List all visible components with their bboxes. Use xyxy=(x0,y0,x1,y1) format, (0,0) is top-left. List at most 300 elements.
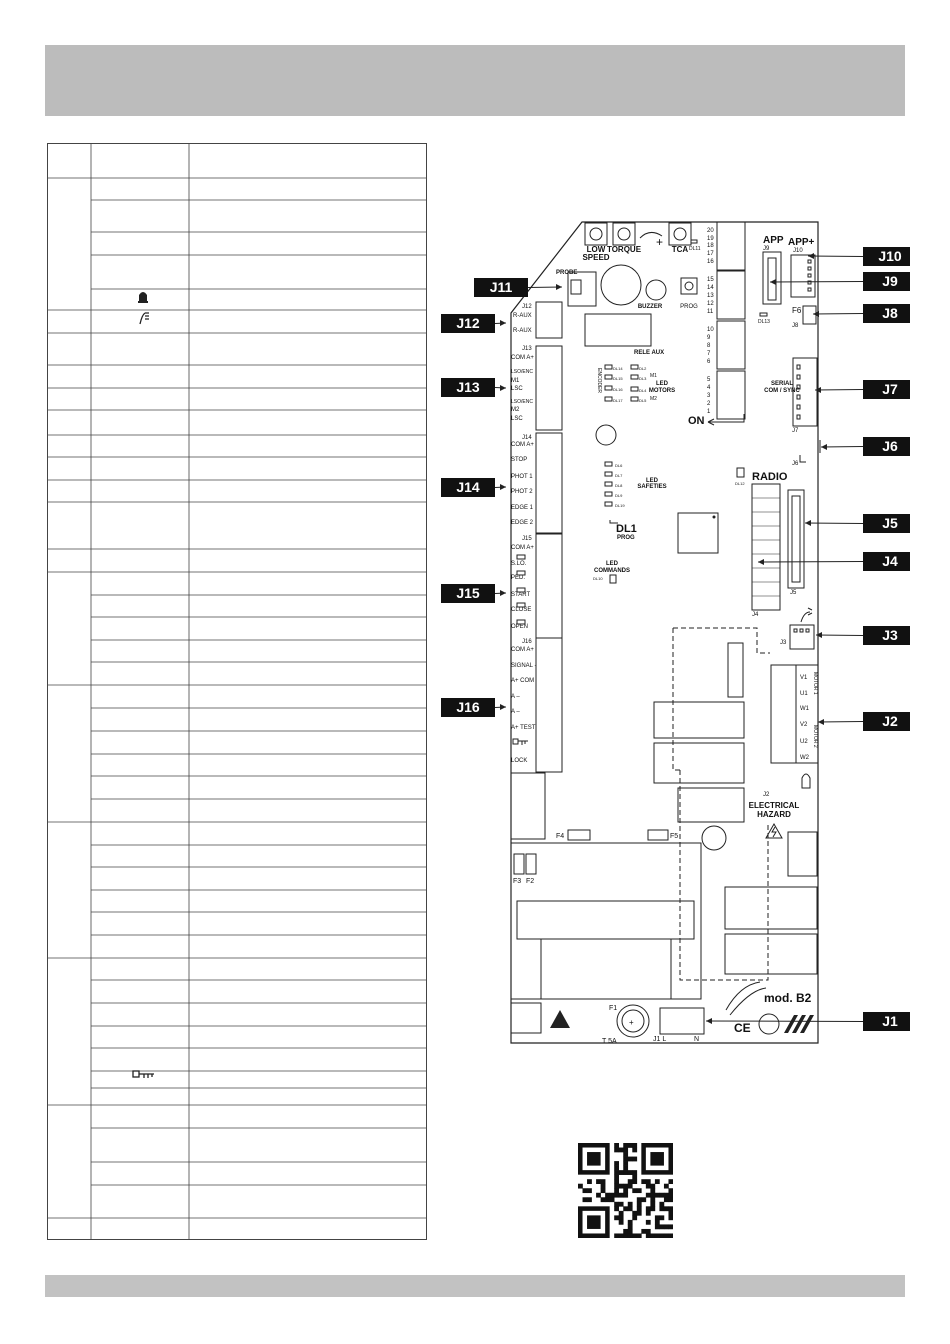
board-label: DL8 xyxy=(615,483,623,488)
j16-connector xyxy=(536,638,562,772)
terminal-block xyxy=(717,271,745,319)
qr-module xyxy=(623,1184,628,1189)
qr-module xyxy=(623,1148,628,1153)
terminal-number: 7 xyxy=(707,351,711,357)
qr-module xyxy=(646,1211,651,1216)
qr-module xyxy=(628,1157,633,1162)
qr-module xyxy=(646,1229,651,1234)
qr-code-icon[interactable] xyxy=(578,1143,673,1238)
qr-finder xyxy=(587,1152,601,1166)
j5-slot xyxy=(792,496,800,582)
qr-module xyxy=(659,1202,664,1207)
prog-knob xyxy=(685,282,693,290)
qr-module xyxy=(623,1152,628,1157)
j6-corner xyxy=(800,455,806,462)
board-label: DL14 xyxy=(613,366,623,371)
board-label: DL16 xyxy=(613,387,623,392)
tag-leader xyxy=(770,282,863,283)
qr-module xyxy=(655,1215,660,1220)
qr-module xyxy=(614,1215,619,1220)
qr-module xyxy=(614,1202,619,1207)
qr-module xyxy=(628,1170,633,1175)
relay xyxy=(725,934,817,974)
led-dl10 xyxy=(610,575,616,583)
qr-module xyxy=(659,1233,664,1238)
led-dl5 xyxy=(631,397,638,401)
qr-module xyxy=(659,1193,664,1198)
qr-module xyxy=(655,1224,660,1229)
board-label: DL17 xyxy=(613,398,623,403)
board-label: PED. xyxy=(511,575,526,581)
qr-module xyxy=(619,1184,624,1189)
qr-module xyxy=(637,1202,642,1207)
terminal-number: 19 xyxy=(707,236,714,242)
board-label: DL11 xyxy=(689,246,701,252)
j3-pin xyxy=(794,629,797,632)
tag-j11 xyxy=(474,278,562,297)
board-label: F5 xyxy=(670,833,679,840)
board-label: DL5 xyxy=(639,398,647,403)
qr-module xyxy=(659,1206,664,1211)
qr-module xyxy=(619,1193,624,1198)
board-label: RADIO xyxy=(752,471,788,483)
qr-module xyxy=(628,1179,633,1184)
qr-module xyxy=(641,1229,646,1234)
board-label: MOTOR 2 xyxy=(812,725,818,748)
j11-connector xyxy=(568,272,596,306)
f4-fuse xyxy=(568,830,590,840)
terminal-number: 4 xyxy=(707,385,711,391)
j13-connector xyxy=(536,346,562,430)
qr-module xyxy=(650,1193,655,1198)
tag-leader xyxy=(816,635,863,636)
board-label: RELE AUX xyxy=(634,350,665,356)
j7-pin xyxy=(797,405,800,409)
qr-module xyxy=(664,1233,669,1238)
terminal-table xyxy=(47,143,427,1240)
brand-logo xyxy=(784,1015,814,1033)
qr-module xyxy=(646,1233,651,1238)
j11-pin xyxy=(571,280,581,294)
qr-module xyxy=(601,1188,606,1193)
board-label: J9 xyxy=(763,246,770,252)
board-label: F1 xyxy=(609,1005,618,1012)
f2-fuse xyxy=(526,854,536,874)
tag-j2 xyxy=(818,712,910,731)
trimmer-button xyxy=(669,223,691,245)
qr-module xyxy=(619,1215,624,1220)
qr-module xyxy=(614,1233,619,1238)
trimmer-button xyxy=(585,223,607,245)
j5-connector xyxy=(788,490,804,588)
tag-label: J6 xyxy=(882,438,898,454)
qr-module xyxy=(583,1188,588,1193)
qr-module xyxy=(610,1197,615,1202)
qr-module xyxy=(637,1188,642,1193)
qr-module xyxy=(614,1206,619,1211)
board-label: CLOSE xyxy=(511,607,532,613)
board-label: R-AUX xyxy=(513,313,532,319)
board-label: M2 xyxy=(511,407,520,413)
qr-module xyxy=(614,1188,619,1193)
terminal-block xyxy=(717,222,745,270)
board-label: J2 xyxy=(763,792,770,798)
j12-connector xyxy=(536,302,562,338)
qr-module xyxy=(623,1143,628,1148)
tag-arrow xyxy=(500,484,506,490)
board-label: R-AUX xyxy=(513,328,532,334)
led-dl12 xyxy=(737,468,744,477)
board-label: APP xyxy=(763,235,784,246)
qr-module xyxy=(628,1233,633,1238)
qr-module xyxy=(655,1233,660,1238)
qr-module xyxy=(614,1148,619,1153)
qr-module xyxy=(628,1206,633,1211)
board-label: V1 xyxy=(800,675,808,681)
board-label: F4 xyxy=(556,833,565,840)
qr-module xyxy=(668,1197,673,1202)
tag-label: J2 xyxy=(882,713,898,729)
qr-finder xyxy=(650,1152,664,1166)
key-icon-shaft xyxy=(518,741,528,745)
qr-module xyxy=(583,1197,588,1202)
board-label: DL10 xyxy=(593,576,603,581)
terminal-number: 8 xyxy=(707,343,711,349)
led-dl9 xyxy=(605,492,612,496)
qr-module xyxy=(641,1197,646,1202)
board-label: DL7 xyxy=(615,473,623,478)
board-label: PROG xyxy=(680,304,698,310)
qr-module xyxy=(614,1166,619,1171)
board-label: F2 xyxy=(526,878,535,885)
tag-j7 xyxy=(815,380,910,399)
j3-pin xyxy=(806,629,809,632)
led-dl16 xyxy=(605,386,612,390)
qr-module xyxy=(628,1224,633,1229)
board-label: STOP xyxy=(511,457,528,463)
transformer-coil xyxy=(541,939,671,999)
tag-j10 xyxy=(808,247,910,266)
qr-module xyxy=(637,1233,642,1238)
board-label: DL2 xyxy=(639,366,647,371)
led-dl8 xyxy=(605,482,612,486)
board-label: COM A+ xyxy=(511,355,534,361)
board-label: J5 xyxy=(790,590,797,596)
terminal-number: 12 xyxy=(707,301,714,307)
qr-module xyxy=(628,1184,633,1189)
tag-arrow xyxy=(821,444,827,450)
prog-button xyxy=(681,278,697,294)
board-label: LSO/ENC xyxy=(511,369,533,375)
cable-clamp xyxy=(730,988,766,1015)
qr-module xyxy=(650,1206,655,1211)
qr-module xyxy=(578,1184,583,1189)
qr-module xyxy=(623,1166,628,1171)
tag-arrow xyxy=(500,704,506,710)
board-label: TCA xyxy=(671,245,689,254)
qr-module xyxy=(614,1143,619,1148)
tag-label: J13 xyxy=(456,379,480,395)
j7-pin xyxy=(797,415,800,419)
tag-label: J12 xyxy=(456,315,480,331)
board-label: DL3 xyxy=(639,376,647,381)
qr-module xyxy=(632,1157,637,1162)
qr-module xyxy=(632,1233,637,1238)
qr-module xyxy=(641,1179,646,1184)
qr-module xyxy=(668,1224,673,1229)
board-label: M1 xyxy=(511,378,520,384)
on-arrow xyxy=(708,414,744,422)
ground-terminal xyxy=(759,1014,779,1034)
esd-icon xyxy=(550,1010,570,1028)
board-label: J10 xyxy=(793,248,803,254)
board-label: DL19 xyxy=(615,503,625,508)
j7-pin xyxy=(797,395,800,399)
flashing-lamp-icon xyxy=(137,289,153,305)
led-dl4 xyxy=(631,387,638,391)
board-label: J15 xyxy=(522,536,532,542)
tag-j4 xyxy=(758,552,910,571)
tag-label: J15 xyxy=(456,585,480,601)
board-label: S.LO. xyxy=(511,561,527,567)
board-label: EDGE 2 xyxy=(511,520,534,526)
qr-module xyxy=(605,1197,610,1202)
buzzer xyxy=(601,265,641,305)
qr-module xyxy=(601,1197,606,1202)
board-label: COMMANDS xyxy=(594,568,630,574)
board-label: MOTOR 1 xyxy=(812,672,818,695)
qr-module xyxy=(655,1193,660,1198)
board-label: APP+ xyxy=(788,237,815,248)
terminal-number: 16 xyxy=(707,259,714,265)
trimmer-knob xyxy=(674,228,686,240)
qr-module xyxy=(628,1229,633,1234)
f3-fuse xyxy=(514,854,524,874)
tag-label: J10 xyxy=(878,248,902,264)
f6-fuse xyxy=(803,306,816,324)
transformer xyxy=(511,843,701,999)
qr-module xyxy=(614,1184,619,1189)
board-label: A+ TEST xyxy=(511,725,536,731)
board-label: BUZZER xyxy=(637,304,663,310)
terminal-number: 15 xyxy=(707,277,714,283)
board-label: DL4 xyxy=(639,388,647,393)
header-band xyxy=(45,45,905,116)
qr-module xyxy=(632,1188,637,1193)
led-dl7 xyxy=(605,472,612,476)
board-label: LED xyxy=(606,561,618,567)
qr-module xyxy=(668,1233,673,1238)
hv-dashed-line xyxy=(673,628,770,653)
plus-sign: + xyxy=(629,1018,634,1027)
capacitor xyxy=(728,643,743,697)
board-label: J14 xyxy=(522,435,532,441)
capacitor-round xyxy=(702,826,726,850)
board-label: J7 xyxy=(792,428,799,434)
board-label: LOW xyxy=(586,245,606,254)
terminal-number: 3 xyxy=(707,393,711,399)
qr-module xyxy=(664,1193,669,1198)
qr-module xyxy=(628,1220,633,1225)
qr-module xyxy=(632,1211,637,1216)
qr-module xyxy=(619,1220,624,1225)
board-label: MOTORS xyxy=(648,388,676,394)
tag-j5 xyxy=(805,514,910,533)
board-label: M2 xyxy=(650,396,657,402)
board-label: COM / SYNC xyxy=(764,388,800,394)
terminal-number: 2 xyxy=(707,401,711,407)
board-label: ON xyxy=(688,415,705,427)
qr-module xyxy=(632,1215,637,1220)
terminal-number: 17 xyxy=(707,251,714,257)
qr-module xyxy=(668,1206,673,1211)
board-label: A – xyxy=(511,694,520,700)
tag-j12 xyxy=(441,314,506,333)
qr-module xyxy=(587,1197,592,1202)
qr-module xyxy=(623,1161,628,1166)
transformer-core xyxy=(517,901,694,939)
key-icon xyxy=(513,739,518,744)
qr-module xyxy=(619,1148,624,1153)
led-dl19 xyxy=(605,502,612,506)
tag-label: J5 xyxy=(882,515,898,531)
qr-module xyxy=(650,1197,655,1202)
terminal-block xyxy=(717,321,745,369)
buzzer-small xyxy=(646,280,666,300)
antenna-icon xyxy=(801,608,812,622)
qr-module xyxy=(637,1206,642,1211)
hazard-bolt xyxy=(772,827,776,837)
tag-arrow xyxy=(758,559,764,565)
tag-j13 xyxy=(441,378,506,397)
qr-module xyxy=(623,1170,628,1175)
qr-module xyxy=(637,1211,642,1216)
terminal-number: 18 xyxy=(707,243,714,249)
qr-module xyxy=(628,1143,633,1148)
qr-module xyxy=(619,1170,624,1175)
terminal-number: 13 xyxy=(707,293,714,299)
board-label: J13 xyxy=(522,346,532,352)
tag-label: J3 xyxy=(882,627,898,643)
board-label: DL12 xyxy=(735,481,745,486)
qr-module xyxy=(650,1184,655,1189)
encoder-knob xyxy=(596,425,616,445)
qr-module xyxy=(610,1193,615,1198)
terminal-table-grid xyxy=(47,143,427,1240)
qr-module xyxy=(596,1179,601,1184)
j9-connector xyxy=(763,252,781,304)
board-label: START xyxy=(511,592,531,598)
tag-leader xyxy=(813,314,863,315)
trimmer-button xyxy=(613,223,635,245)
board-label: F3 xyxy=(513,878,522,885)
board-label: A+ COM xyxy=(511,678,535,684)
trimmer-knob xyxy=(590,228,602,240)
board-label: DL6 xyxy=(615,463,623,468)
board-label: COM A+ xyxy=(511,442,534,448)
tag-arrow xyxy=(500,320,506,326)
qr-module xyxy=(623,1233,628,1238)
led-dl3 xyxy=(631,375,638,379)
qr-module xyxy=(668,1179,673,1184)
j1-connector xyxy=(660,1008,704,1034)
board-drawing xyxy=(430,210,910,1060)
board-label: COM A+ xyxy=(511,545,534,551)
qr-module xyxy=(646,1206,651,1211)
qr-module xyxy=(632,1170,637,1175)
board-label: J1 L xyxy=(653,1036,667,1043)
board-label: V2 xyxy=(800,722,808,728)
tag-leader xyxy=(758,562,863,563)
control-board-diagram xyxy=(430,210,910,1060)
terminal-number: 5 xyxy=(707,377,711,383)
board-label: HAZARD xyxy=(757,810,791,819)
qr-module xyxy=(619,1211,624,1216)
tag-arrow xyxy=(500,590,506,596)
board-label: EDGE 1 xyxy=(511,505,534,511)
qr-module xyxy=(623,1193,628,1198)
board-label: J4 xyxy=(752,612,759,618)
tag-arrow xyxy=(805,520,811,526)
board-label: COM A+ xyxy=(511,647,534,653)
model-label: mod. B2 xyxy=(764,991,812,1005)
tag-leader xyxy=(706,1021,863,1022)
tag-arrow xyxy=(706,1018,712,1024)
j7-pin xyxy=(797,365,800,369)
terminal-number: 11 xyxy=(707,309,714,315)
board-label: TORQUE xyxy=(606,245,642,254)
board-label: LSC xyxy=(511,416,523,422)
qr-module xyxy=(659,1215,664,1220)
board-label: M1 xyxy=(650,373,657,379)
flashing-lamp-icon xyxy=(802,774,810,788)
board-label: W2 xyxy=(800,755,809,761)
board-label: J6 xyxy=(792,461,799,467)
trimmer-knob xyxy=(618,228,630,240)
board-label: OPEN xyxy=(511,624,529,630)
tag-j14 xyxy=(441,478,506,497)
qr-module xyxy=(601,1184,606,1189)
board-label: U2 xyxy=(800,739,808,745)
board-label: PROBE xyxy=(556,270,578,276)
tag-arrow xyxy=(816,632,822,638)
tag-arrow xyxy=(500,385,506,391)
qr-module xyxy=(655,1179,660,1184)
j9-slot xyxy=(768,258,776,300)
qr-module xyxy=(646,1179,651,1184)
qr-module xyxy=(659,1224,664,1229)
led-dl11 xyxy=(691,240,697,243)
board-label: J16 xyxy=(522,639,532,645)
qr-module xyxy=(664,1224,669,1229)
tag-leader xyxy=(805,523,863,524)
tag-label: J11 xyxy=(489,279,513,295)
board-label: DL15 xyxy=(613,376,623,381)
tag-arrow xyxy=(808,253,814,259)
tag-leader xyxy=(808,256,863,257)
board-label: LOCK xyxy=(511,758,528,764)
qr-module xyxy=(623,1206,628,1211)
qr-module xyxy=(664,1206,669,1211)
qr-module xyxy=(668,1211,673,1216)
tag-label: J1 xyxy=(882,1013,898,1029)
qr-module xyxy=(646,1193,651,1198)
cable-clamp xyxy=(726,982,760,1010)
relay xyxy=(678,788,744,822)
bottom-block xyxy=(511,1003,541,1033)
board-label: T 5A xyxy=(602,1038,617,1045)
relay xyxy=(725,887,817,929)
